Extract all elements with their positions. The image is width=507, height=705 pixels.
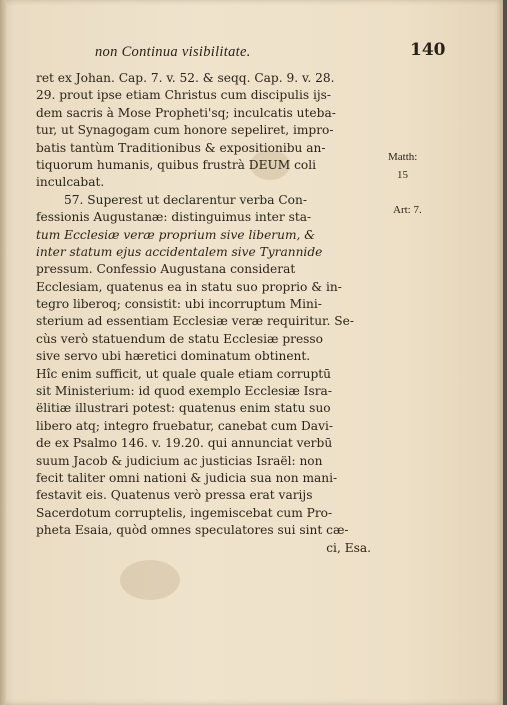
text-line: sive servo ubi hæretici dominatum obtinent. — [36, 349, 311, 364]
text-line: suum Jacob & judicium ac justicias Israël: non — [36, 453, 323, 468]
body-text — [36, 70, 381, 557]
page-number: 140 — [410, 40, 446, 60]
text-line: Hîc enim sufficit, ut quale quale etiam corruptū — [36, 366, 331, 381]
text-line: inter statum ejus accidentalem sive Tyrannide — [36, 244, 323, 259]
text-line: ci, Esa. — [326, 540, 371, 555]
text-line: batis tantùm Traditionibus & expositionibu an- — [36, 140, 326, 155]
text-line: ëlitiæ illustrari potest: quatenus enim statu suo — [36, 401, 331, 416]
text-line: inculcabat. — [36, 175, 105, 190]
text-line: 57. Superest ut declarentur verba Con- — [64, 192, 307, 207]
text-line: festavit eis. Quatenus verò pressa erat varijs — [36, 488, 313, 503]
text-line: libero atq; integro fruebatur, canebat cum Davi- — [36, 418, 333, 433]
text-line: Sacerdotum corruptelis, ingemiscebat cum Pro- — [36, 505, 333, 520]
text-line: tum Ecclesiæ veræ proprium sive liberum, & — [36, 227, 316, 242]
text-line: de ex Psalmo 146. v. 19.20. qui annunciat verbū — [36, 436, 333, 451]
foxing-spot — [120, 560, 180, 600]
text-line: fecit taliter omni nationi & judicia sua non mani- — [36, 470, 338, 485]
text-line: sit Ministerium: id quod exemplo Ecclesiæ Isra- — [36, 384, 332, 399]
text-line: tiquorum humanis, quibus frustrà DEUM coli — [36, 157, 317, 172]
text-line: pheta Esaia, quòd omnes speculatores sui sint cæ- — [36, 523, 349, 538]
margin-note-art: Art: 7. — [393, 204, 422, 216]
text-line: sterium ad essentiam Ecclesiæ veræ requiritur. Se- — [36, 314, 354, 329]
page-gutter — [0, 0, 6, 705]
text-line: 29. prout ipse etiam Christus cum discipulis ijs- — [36, 88, 332, 103]
text-line: ret ex Johan. Cap. 7. v. 52. & seqq. Cap. 9. v. 28. — [36, 71, 335, 85]
text-line: tur, ut Synagogam cum honore sepeliret, impro- — [36, 123, 334, 138]
text-line: cùs verò statuendum de statu Ecclesiæ presso — [36, 331, 324, 346]
text-line: Ecclesiam, quatenus ea in statu suo proprio & in- — [36, 279, 342, 294]
text-line: pressum. Confessio Augustana considerat — [36, 262, 296, 277]
text-line: tegro liberoq; consistit: ubi incorruptum Mini- — [36, 297, 322, 312]
text-line: fessionis Augustanæ: distinguimus inter sta- — [36, 210, 312, 225]
running-title: non Continua visibilitate. — [95, 44, 251, 60]
margin-note-matth-number: 15 — [397, 169, 408, 181]
page-edge — [503, 0, 507, 705]
text-line: dem sacris à Mose Propheti'sq; inculcatis uteba- — [36, 105, 336, 120]
margin-note-matth: Matth: — [388, 151, 418, 163]
